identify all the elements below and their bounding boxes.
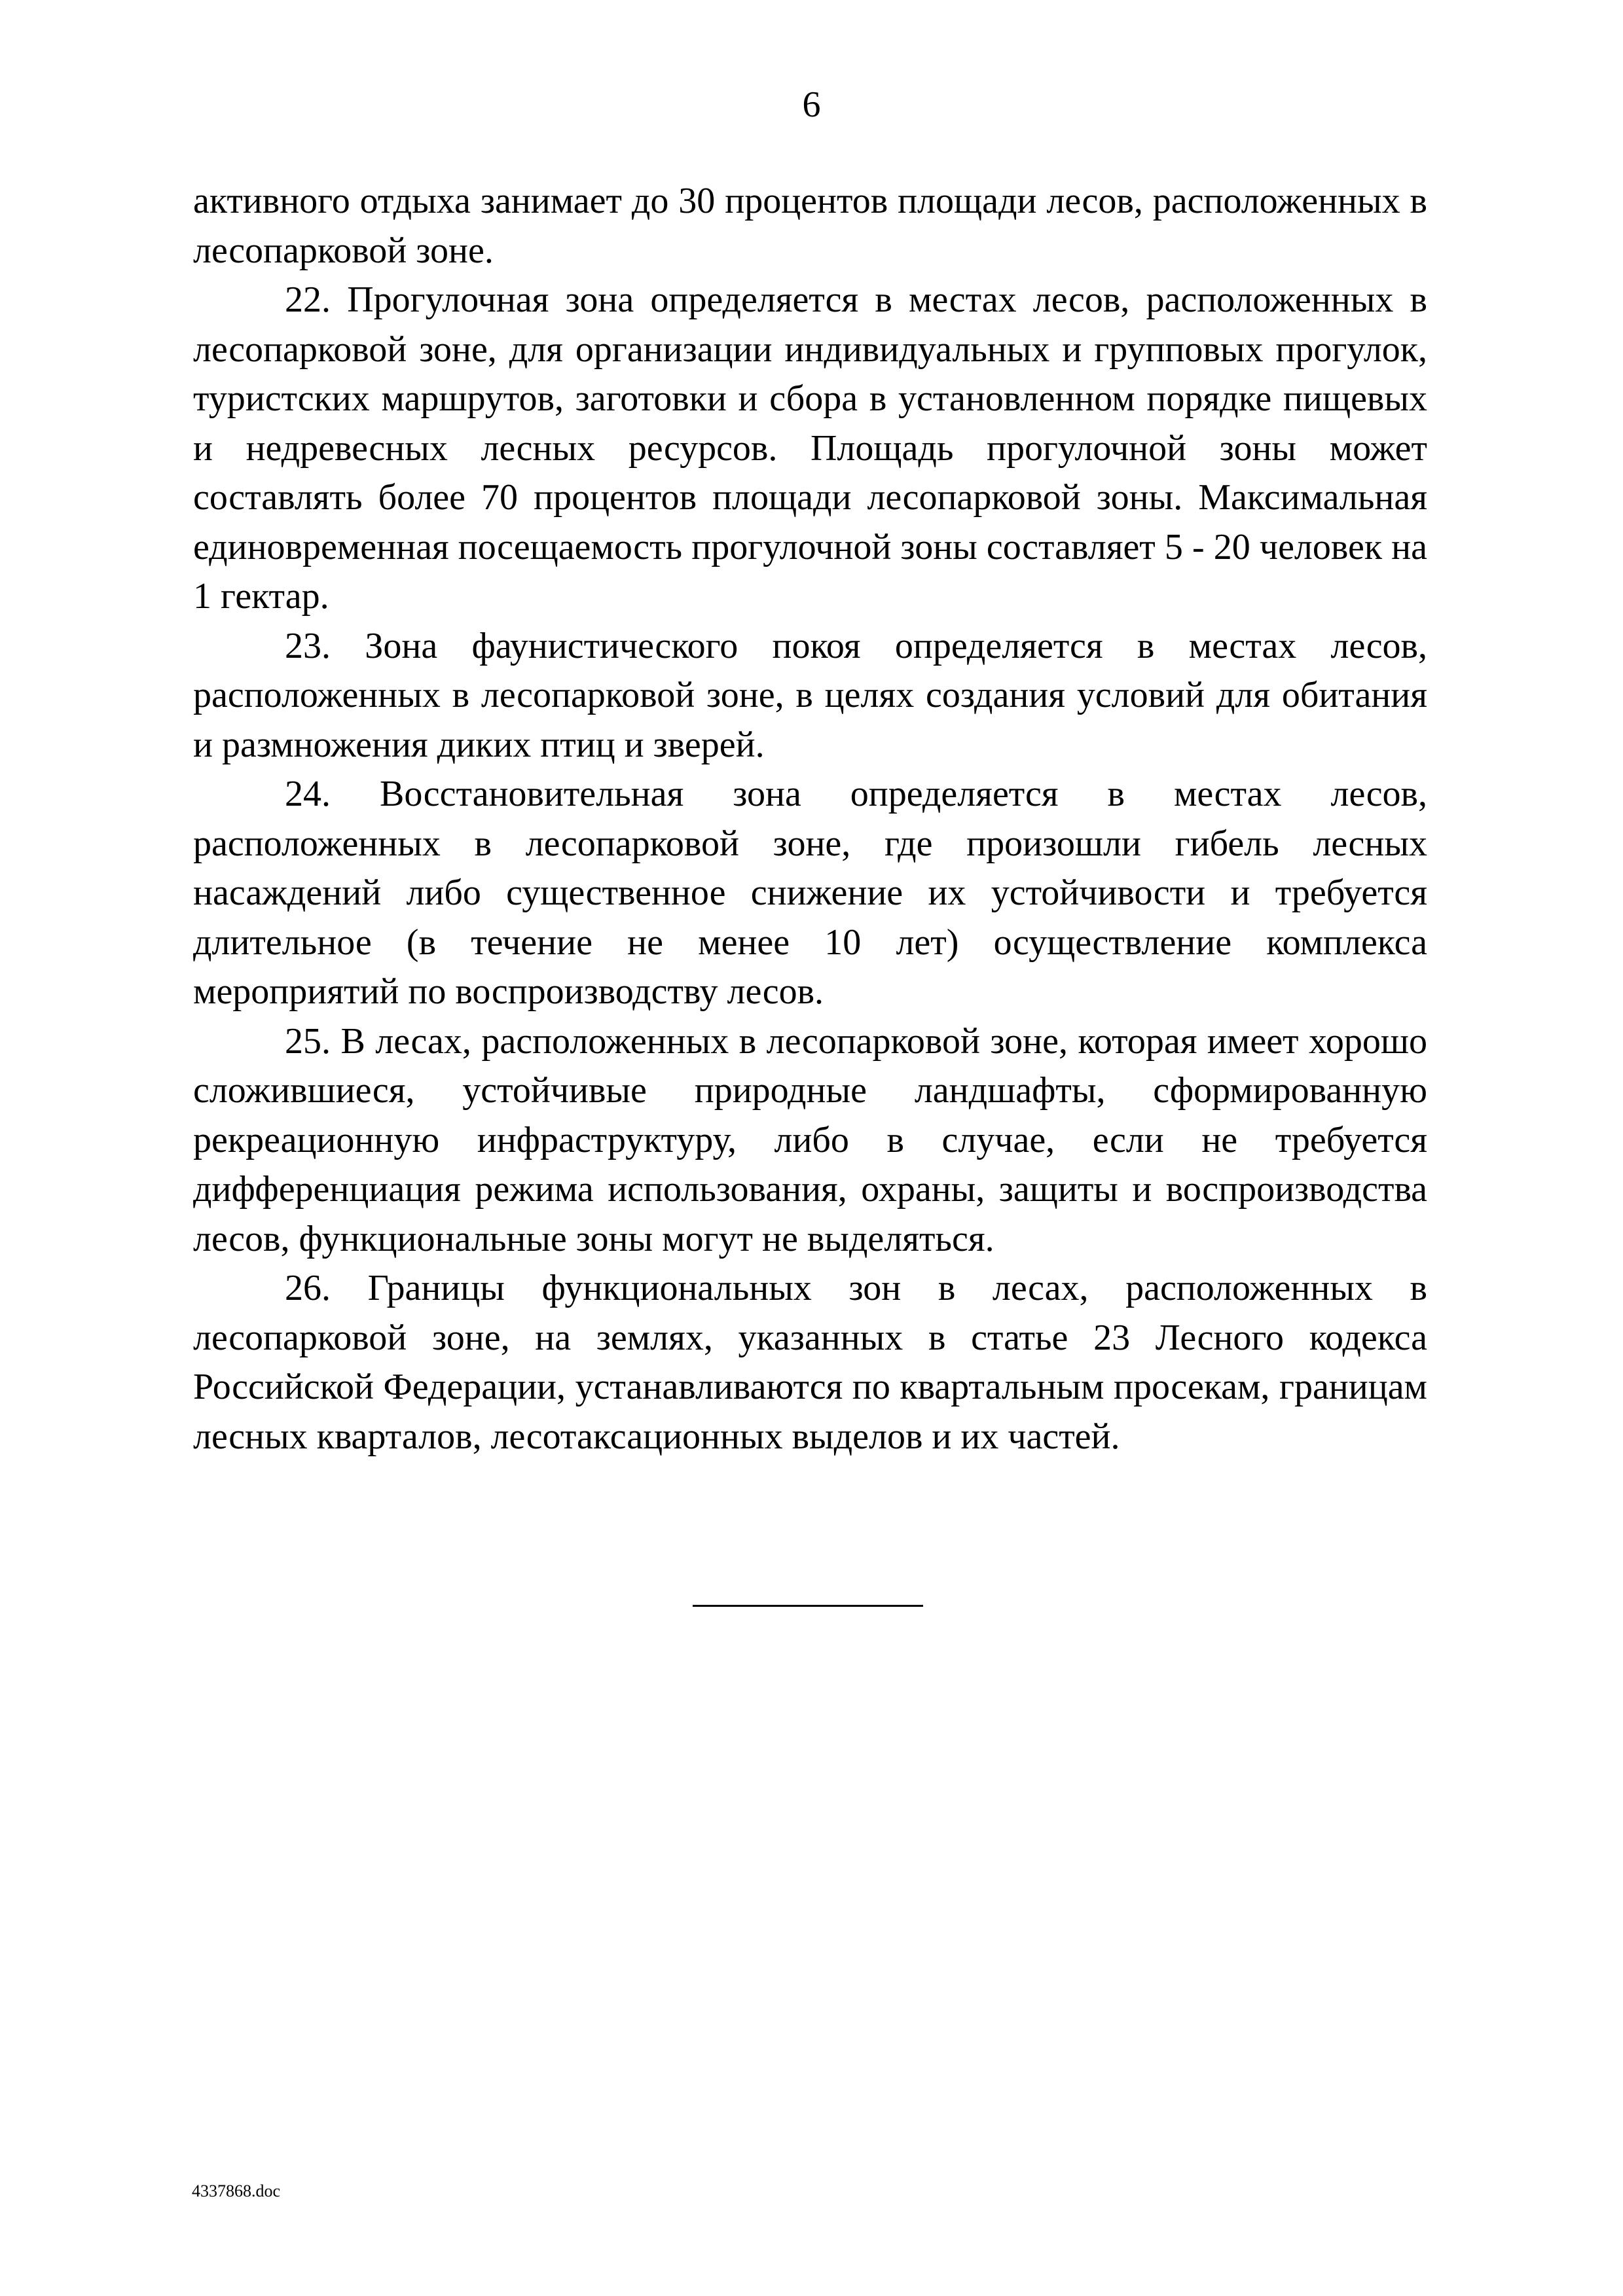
paragraph-continuation: активного отдыха занимает до 30 процентов площади лесов, расположенных в лесопарковой зоне.	[193, 181, 1427, 271]
paragraph-24: 24. Восстановительная зона определяется в местах лесов, расположенных в лесопарковой зоне, где произошли гибель лесных насаждений либо существенное снижение их устойчивости и требуется длительное (в течение не менее 10 лет) осуществление комплекса мероприятий по воспроизводству лесов.	[193, 774, 1427, 1012]
document-body	[193, 177, 1427, 1462]
page-number: 6	[802, 84, 821, 125]
paragraph-22: 22. Прогулочная зона определяется в местах лесов, расположенных в лесопарковой зоне, для организации индивидуальных и групповых прогулок, туристских маршрутов, заготовки и сбора в установленном порядке пищевых и недревесных лесных ресурсов. Площадь прогулочной зоны может составлять более 70 процентов площади лесопарковой зоны. Максимальная единовременная посещаемость прогулочной зоны составляет 5 - 20 человек на 1 гектар.	[193, 279, 1427, 617]
paragraph-23: 23. Зона фаунистического покоя определяется в местах лесов, расположенных в лесопарковой зоне, в целях создания условий для обитания и размножения диких птиц и зверей.	[193, 625, 1427, 765]
paragraph-26: 26. Границы функциональных зон в лесах, расположенных в лесопарковой зоне, на землях, указанных в статье 23 Лесного кодекса Российской Федерации, устанавливаются по квартальным просекам, границам лесных кварталов, лесотаксационных выделов и их частей.	[193, 1268, 1427, 1457]
paragraph-25: 25. В лесах, расположенных в лесопарковой зоне, которая имеет хорошо сложившиеся, устойчивые природные ландшафты, сформированную рекреационную инфраструктуру, либо в случае, если не требуется дифференциация режима использования, охраны, защиты и воспроизводства лесов, функциональные зоны могут не выделяться.	[193, 1020, 1427, 1259]
end-of-document-rule	[693, 1605, 923, 1607]
footer-document-id: 4337868.doc	[192, 2181, 281, 2200]
